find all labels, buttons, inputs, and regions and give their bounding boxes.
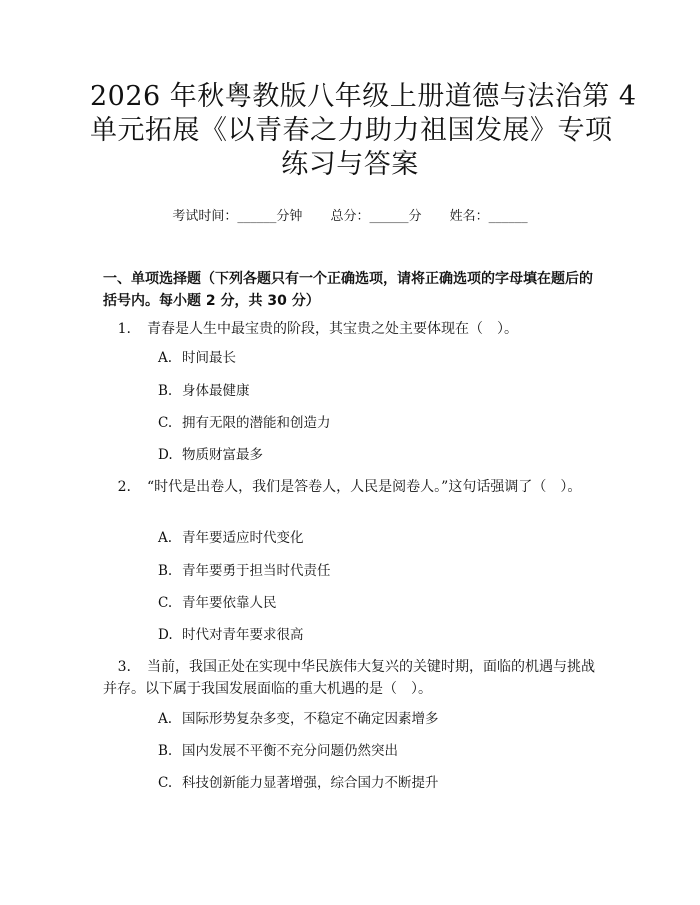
option-letter: C. [158,775,173,791]
question-number: 2. [117,479,131,495]
option-item [158,528,304,548]
option-item [158,445,263,465]
question-text: 当前，我国正处在实现中华民族伟大复兴的关键时期，面临的机遇与挑战并存。以下属于我国发展面临的重大机遇的是（ ）。 [103,659,595,697]
option-text: 拥有无限的潜能和创造力 [182,415,331,431]
option-item [158,625,304,645]
option-item [158,773,439,793]
question-number: 3. [117,659,131,675]
option-text: 国内发展不平衡不充分问题仍然突出 [182,743,398,759]
option-letter: B. [158,743,173,759]
option-item [158,348,236,368]
total-score-field: 总分：______分 [330,209,422,224]
option-text: 青年要适应时代变化 [182,530,304,546]
option-item [158,593,277,613]
option-text: 物质财富最多 [182,447,263,463]
option-letter: C. [158,595,173,611]
option-item [158,741,398,761]
option-letter: B. [158,563,173,579]
question-2 [103,476,598,498]
question-text: 青春是人生中最宝贵的阶段，其宝贵之处主要体现在（ ）。 [147,321,518,337]
document-title [90,80,637,182]
option-text: 身体最健康 [182,383,250,399]
title-line-3: 练习与答案 [281,149,419,180]
question-3 [103,656,598,700]
option-text: 青年要勇于担当时代责任 [182,563,331,579]
question-1 [103,318,598,340]
option-item [158,381,250,401]
option-text: 国际形势复杂多变，不稳定不确定因素增多 [182,711,439,727]
option-item [158,413,331,433]
exam-info [0,205,700,224]
question-number: 1. [117,321,131,337]
option-item [158,709,439,729]
option-text: 时代对青年要求很高 [182,627,304,643]
section-heading: 一、单项选择题（下列各题只有一个正确选项，请将正确选项的字母填在题后的括号内。每小题 2 分，共 30 分） [103,271,593,309]
option-text: 时间最长 [182,350,236,366]
option-item [158,561,331,581]
option-letter: B. [158,383,173,399]
option-letter: D. [158,627,173,643]
option-letter: D. [158,447,173,463]
title-line-2: 单元拓展《以青春之力助力祖国发展》专项 [90,115,613,146]
option-text: 青年要依靠人民 [182,595,277,611]
exam-time-field: 考试时间：______分钟 [172,209,303,224]
option-letter: A. [158,711,173,727]
question-text: “时代是出卷人，我们是答卷人，人民是阅卷人。”这句话强调了（ ）。 [147,479,582,495]
title-line-1: 2026 年秋粤教版八年级上册道德与法治第 4 [90,81,637,112]
option-text: 科技创新能力显著增强，综合国力不断提升 [182,775,439,791]
student-name-field: 姓名：______ [449,209,528,224]
option-letter: A. [158,350,173,366]
option-letter: C. [158,415,173,431]
option-letter: A. [158,530,173,546]
